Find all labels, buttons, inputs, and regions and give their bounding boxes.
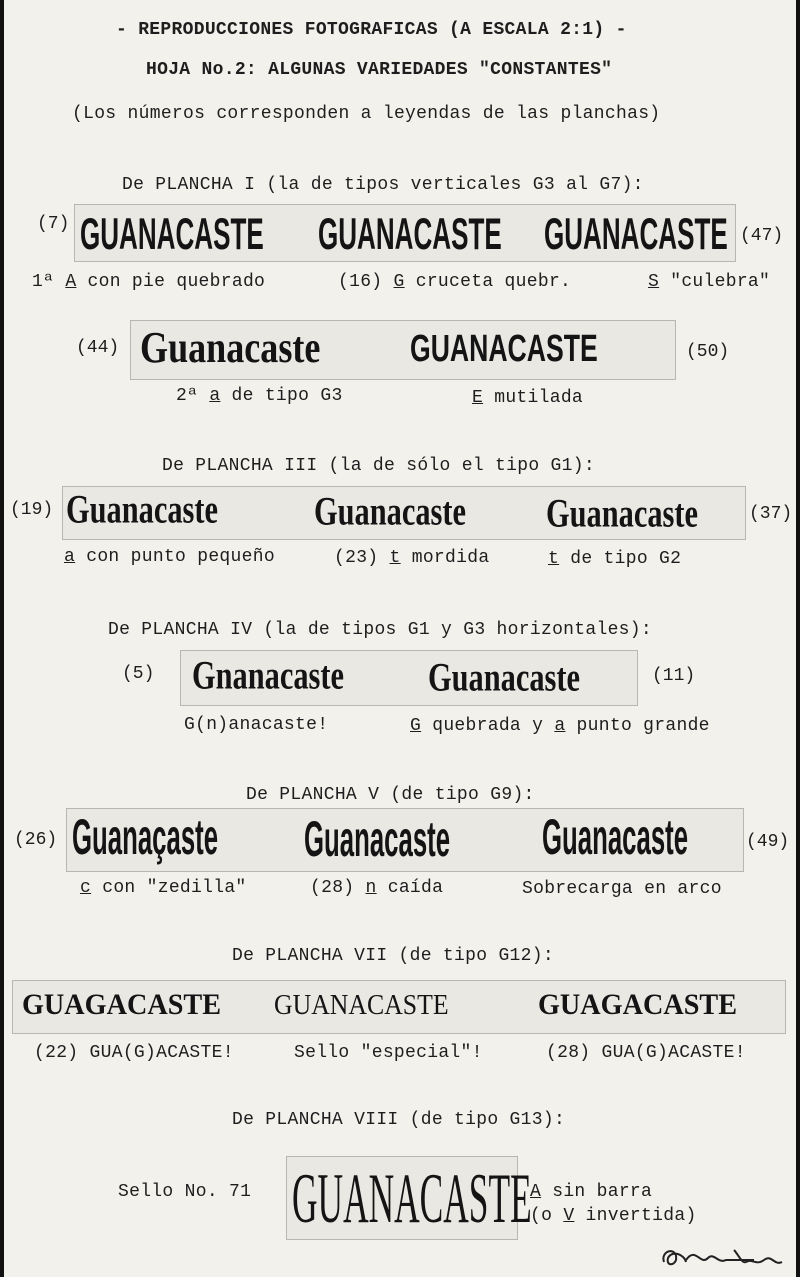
variety-caption: a con punto pequeño (64, 547, 275, 567)
sheet-note: (Los números corresponden a leyendas de las planchas) (72, 104, 661, 124)
overprint-text: GUAGACASTE (538, 988, 738, 1021)
overprint-text: GUAGACASTE (22, 988, 222, 1021)
overprint-text: Guanacaste (140, 323, 321, 372)
position-number: (11) (652, 666, 696, 686)
position-number: (49) (746, 832, 790, 852)
position-number: (7) (37, 214, 70, 234)
overprint-text: Gnanacaste (192, 653, 344, 698)
overprint-text: Guanacaste (304, 810, 451, 867)
variety-caption: G quebrada y a punto grande (410, 716, 710, 736)
section-heading: De PLANCHA VII (de tipo G12): (232, 946, 554, 966)
overprint-text: Guanacaste (546, 491, 698, 536)
stamp-label: Sello No. 71 (118, 1182, 252, 1202)
variety-caption: 1ª A con pie quebrado (32, 272, 266, 292)
variety-caption: 2ª a de tipo G3 (176, 386, 343, 406)
section-heading: De PLANCHA I (la de tipos verticales G3 al G7): (122, 175, 644, 195)
variety-caption: S "culebra" (648, 272, 771, 292)
position-number: (44) (76, 338, 120, 358)
overprint-text: GUANACASTE (274, 990, 449, 1021)
sheet-title: - REPRODUCCIONES FOTOGRAFICAS (A ESCALA 2:1) - (116, 20, 627, 40)
variety-caption: (o V invertida) (530, 1206, 697, 1226)
variety-caption: (28) GUA(G)ACASTE! (546, 1043, 746, 1063)
position-number: (26) (14, 830, 58, 850)
variety-caption: A sin barra (530, 1182, 653, 1202)
variety-caption: (23) t mordida (334, 548, 490, 568)
overprint-text: GUANACASTE (80, 208, 264, 259)
section-heading: De PLANCHA V (de tipo G9): (246, 785, 535, 805)
section-heading: De PLANCHA IV (la de tipos G1 y G3 horizontales): (108, 620, 652, 640)
variety-caption: t de tipo G2 (548, 549, 682, 569)
variety-caption: (22) GUA(G)ACASTE! (34, 1043, 234, 1063)
variety-caption: (28) n caída (310, 878, 444, 898)
overprint-text: GUANACASTE (292, 1157, 532, 1238)
variety-caption: Sobrecarga en arco (522, 879, 722, 899)
overprint-text: GUANACASTE (318, 208, 502, 259)
variety-caption: E mutilada (472, 388, 584, 408)
variety-caption: c con "zedilla" (80, 878, 247, 898)
variety-caption: G(n)anacaste! (184, 715, 329, 735)
overprint-text: Guanacaste (314, 489, 466, 534)
section-heading: De PLANCHA III (la de sólo el tipo G1): (162, 456, 595, 476)
overprint-text: Guanacaste (66, 487, 218, 532)
sheet-subtitle: HOJA No.2: ALGUNAS VARIEDADES "CONSTANTES" (146, 60, 613, 80)
position-number: (50) (686, 342, 730, 362)
overprint-text: Guanacaste (542, 808, 689, 865)
overprint-text: Guanacaste (428, 655, 580, 700)
position-number: (5) (122, 664, 155, 684)
overprint-text: GUANACASTE (544, 208, 728, 259)
overprint-text: Guanaçaste (72, 808, 219, 865)
variety-caption: (16) G cruceta quebr. (338, 272, 572, 292)
signature-mark (656, 1236, 796, 1274)
position-number: (37) (749, 504, 793, 524)
position-number: (19) (10, 500, 54, 520)
position-number: (47) (740, 226, 784, 246)
overprint-text: GUANACASTE (410, 328, 598, 370)
variety-caption: Sello "especial"! (294, 1043, 483, 1063)
section-heading: De PLANCHA VIII (de tipo G13): (232, 1110, 566, 1130)
